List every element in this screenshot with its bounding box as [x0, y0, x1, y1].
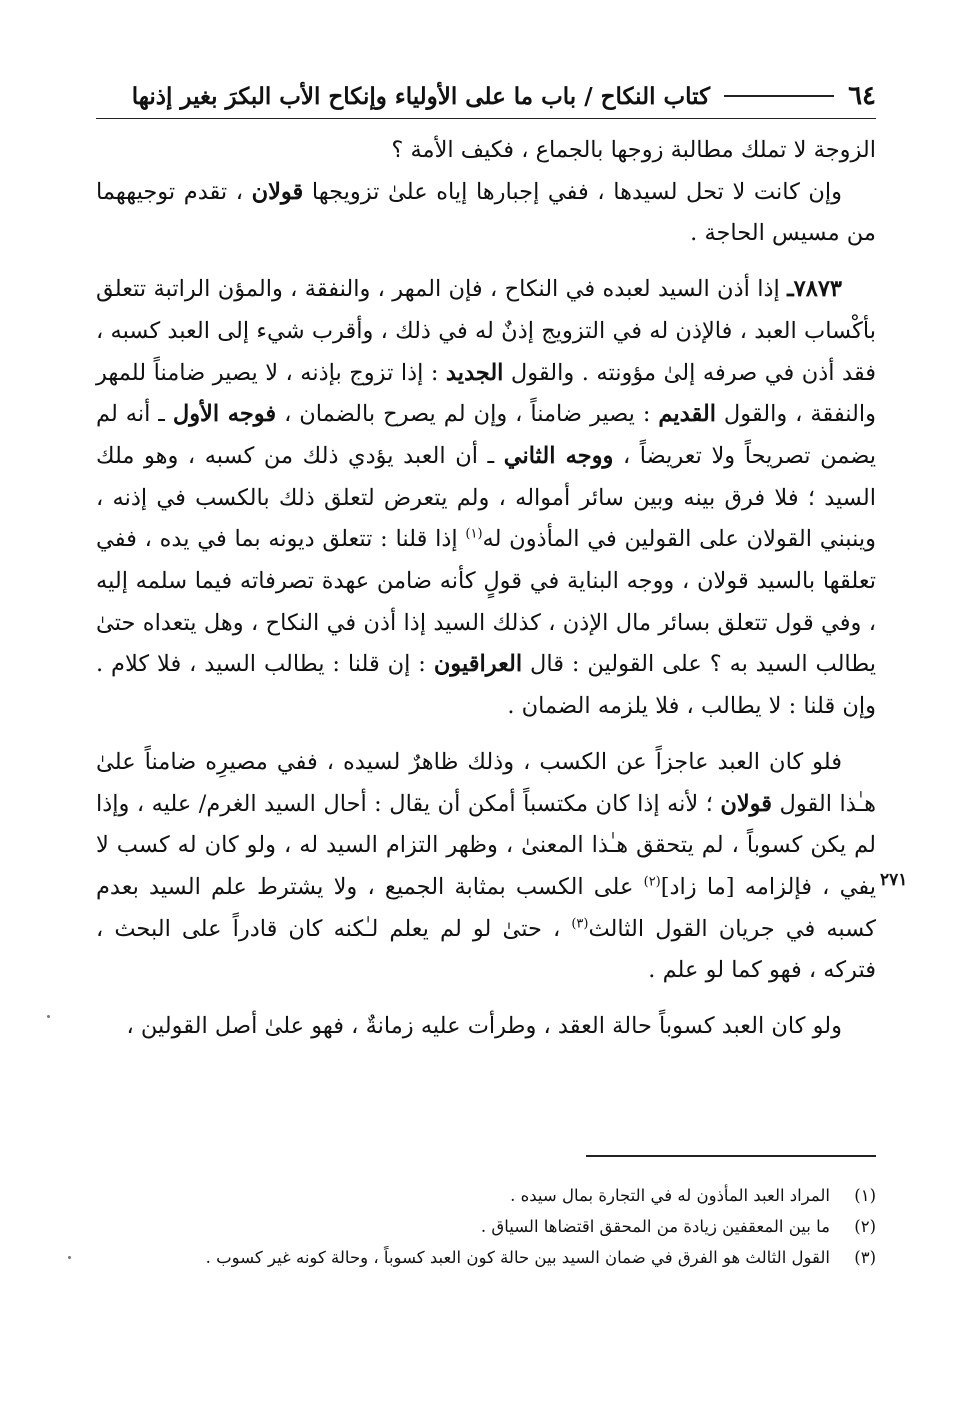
paragraph: [96, 742, 876, 992]
footnote-ref-1[interactable]: (١): [465, 526, 483, 542]
footnote-text: ما بين المعقفين زيادة من المحقق اقتضاها السياق .: [480, 1217, 830, 1236]
footnotes: [96, 1180, 876, 1273]
text-run: ـ أنه لم يضمن تصريحاً ولا تعريضاً ،: [96, 401, 876, 469]
bold-term: قولان: [251, 178, 304, 205]
bold-term: ووجه الثاني: [503, 442, 614, 469]
bold-term: قولان: [720, 790, 773, 817]
numbered-paragraph: [96, 269, 876, 728]
bold-term: العراقيون: [433, 651, 523, 678]
bold-term: الجديد: [445, 359, 504, 386]
text-run: : إذا تزوج بإذنه ، لا يصير ضامناً للمهر والنفقة ، والقول: [96, 359, 876, 428]
paragraph: [96, 172, 876, 255]
bold-term: القديم: [658, 401, 716, 428]
footnote-text: القول الثالث هو الفرق في ضمان السيد بين حالة كون العبد كسوباً ، وحالة كونه غير كسوب .: [205, 1248, 830, 1267]
footnote-number: (٣): [854, 1248, 876, 1267]
bold-term: فوجه الأول: [172, 401, 277, 428]
running-header: [96, 74, 876, 119]
text-run: : إن قلنا : يطالب السيد ، فلا كلام . وإن قلنا : لا يطالب ، فلا يلزمه الضمان .: [96, 651, 876, 720]
text-run: فلو كان العبد عاجزاً عن الكسب ، وذلك ظاهرٌ لسيده ، ففي مصيرِه ضامناً علىٰ هـٰذا القول: [96, 748, 876, 817]
footnote: [96, 1211, 876, 1242]
footnote-text: المراد العبد المأذون له في التجارة بمال سيده .: [510, 1186, 830, 1205]
footnote-number: (١): [854, 1186, 876, 1205]
text-run: إذا قلنا : تتعلق ديونه بما في يده ، ففي تعلقها بالسيد قولان ، ووجه البناية في قولٍ كأنه ضامن عهدة تصرفاته فيما سلمه إليه ، وفي قول تتعلق بسائر مال الإذن ، كذلك السيد إذا أذن في النكاح ، وهل يتعداه حتىٰ يطالب السيد به ؟ على القولين : قال: [96, 526, 876, 678]
scan-speck: [47, 1015, 50, 1018]
text-run: ، تقدم توجيههما من مسيس الحاجة .: [96, 178, 876, 247]
footnote: [96, 1180, 876, 1211]
text-run: ، حتىٰ لو لم يعلم لـٰكنه كان قادراً على البحث ، فتركه ، فهو كما لو علم .: [96, 915, 876, 984]
issue-number: ٧٨٧٣ـ: [787, 276, 842, 303]
text-run: على الكسب بمثابة الجميع ، ولا يشترط علم السيد بعدم كسبه في جريان القول الثالث: [96, 873, 877, 942]
paragraph: ولو كان العبد كسوباً حالة العقد ، وطرأت عليه زمانةٌ ، فهو علىٰ أصل القولين ،: [126, 1013, 842, 1040]
manuscript-folio-number: ٢٧١: [880, 870, 908, 890]
text-run: ـ أن العبد يؤدي ذلك من كسبه ، وهو ملك السيد ؛ فلا فرق بينه وبين سائر أمواله ، ولم يتعرض لتعلق ذلك بالكسب في إذنه ، وينبني القولان على القولين في المأذون له: [96, 442, 876, 553]
footnote-number: (٢): [854, 1217, 876, 1236]
chapter-title: كتاب النكاح / باب ما على الأولياء وإنكاح الأب البكرَ بغير إذنها: [131, 82, 711, 110]
text-run: ؛ لأنه إذا كان مكتسباً أمكن أن يقال : أحال السيد الغرم/ عليه ، وإذا لم يكن كسوباً ، لم يتحقق هـٰذا المعنىٰ ، وظهر التزام السيد له ، ولو كان له كسب لا يفي ، فإلزامه [ما زاد]: [96, 790, 876, 900]
page-number: ٦٤: [848, 81, 876, 111]
footnote-ref-3[interactable]: (٣): [571, 916, 589, 932]
text-run: إذا أذن السيد لعبده في النكاح ، فإن المهر ، والنفقة ، والمؤن الراتبة تتعلق بأكْساب العبد ، فالإذن له في التزويج إذنٌ له في ذلك ، وأقرب شيء إلى العبد كسبه ، فقد أذن في صرفه إلىٰ مؤونته . والقول: [96, 276, 876, 386]
footnote-separator: [586, 1155, 876, 1157]
text-run: وإن كانت لا تحل لسيدها ، ففي إجبارها إياه علىٰ تزويجها: [303, 178, 842, 205]
main-text: [96, 130, 876, 1048]
text-run: : يصير ضامناً ، وإن لم يصرح بالضمان ،: [276, 401, 659, 428]
scan-speck: [68, 1256, 71, 1259]
paragraph-continuation: الزوجة لا تملك مطالبة زوجها بالجماع ، فكيف الأمة ؟: [391, 137, 876, 163]
header-dash: [724, 95, 834, 97]
footnote: [96, 1242, 876, 1273]
footnote-ref-2[interactable]: (٢): [643, 874, 661, 890]
